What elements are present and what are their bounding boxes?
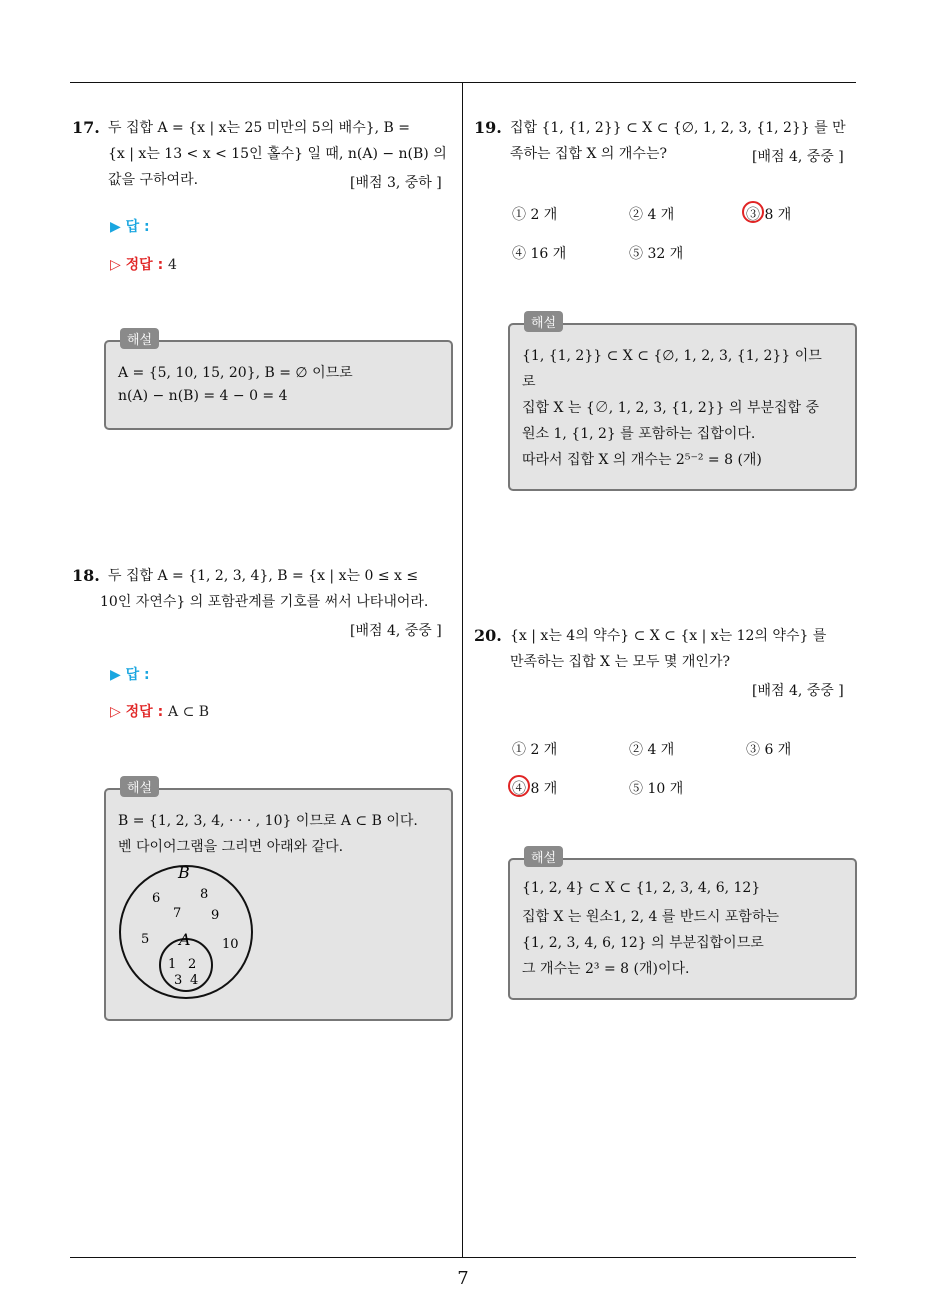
page-number: 7 [457,1268,469,1289]
option-2[interactable]: ② 4 개 [629,207,675,223]
correct-answer-value: A ⊂ B [168,704,210,720]
explanation-line: {1, {1, 2}} ⊂ X ⊂ {∅, 1, 2, 3, {1, 2}} 이므 [522,348,822,364]
explanation-line: 집합 X 는 원소1, 2, 4 를 반드시 포함하는 [522,909,780,925]
question-text-line: 값을 구하여라. [108,172,199,188]
column-divider [462,82,463,1258]
top-rule [70,82,856,83]
score-tag: [배점 4, 중중 ] [350,623,442,639]
question-text-line: {x | x는 4의 약수} ⊂ X ⊂ {x | x는 12의 약수} 를 [510,628,827,644]
option-3[interactable]: ③ 6 개 [746,742,792,758]
answer-label: ▶ 답 : [110,219,150,235]
selected-answer-circle [508,775,530,797]
explanation-box [104,340,453,430]
answer-label: ▶ 답 : [110,667,150,683]
explanation-badge: 해설 [524,846,563,867]
score-tag: [배점 4, 중중 ] [752,149,844,165]
venn-element: 3 [174,973,183,988]
venn-element: 1 [168,957,177,972]
explanation-line: 로 [522,374,536,390]
venn-element: 4 [190,973,199,988]
explanation-line: 원소 1, {1, 2} 를 포함하는 집합이다. [522,426,756,442]
question-number: 20. [474,626,502,645]
question-text-line: 족하는 집합 X 의 개수는? [510,146,667,162]
question-number: 18. [72,566,100,585]
question-number: 19. [474,118,502,137]
venn-element: 9 [211,908,220,923]
venn-element: 5 [141,932,150,947]
explanation-line: B = {1, 2, 3, 4, · · · , 10} 이므로 A ⊂ B 이다. [118,813,418,829]
explanation-line: {1, 2, 3, 4, 6, 12} 의 부분집합이므로 [522,935,764,951]
bottom-rule [70,1257,856,1258]
explanation-line: 그 개수는 2³ = 8 (개)이다. [522,961,690,977]
explanation-box [508,323,857,491]
venn-element: 2 [188,957,197,972]
correct-answer-label: ▷ 정답 : [110,257,164,273]
explanation-line: 벤 다이어그램을 그리면 아래와 같다. [118,839,344,855]
question-text-line: 두 집합 A = {x | x는 25 미만의 5의 배수}, B = [108,120,410,136]
question-text-line: {x | x는 13 < x < 15인 홀수} 일 때, n(A) − n(B) 의 [108,146,447,162]
option-1[interactable]: ① 2 개 [512,742,558,758]
option-2[interactable]: ② 4 개 [629,742,675,758]
venn-element: 7 [173,906,182,921]
option-4[interactable]: ④ 8 개 [512,781,558,797]
venn-outer-label: B [178,863,190,882]
explanation-box [104,788,453,1021]
venn-element: 6 [152,891,161,906]
correct-answer-row [110,254,177,274]
question-number: 17. [72,118,100,137]
explanation-badge: 해설 [120,776,159,797]
venn-diagram [118,860,268,1000]
option-4[interactable]: ④ 16 개 [512,246,567,262]
correct-answer-value: 4 [168,257,177,273]
explanation-line: 따라서 집합 X 의 개수는 2⁵⁻² = 8 (개) [522,452,762,468]
correct-answer-row [110,701,209,721]
explanation-line: 집합 X 는 {∅, 1, 2, 3, {1, 2}} 의 부분집합 중 [522,400,820,416]
question-text-line: 집합 {1, {1, 2}} ⊂ X ⊂ {∅, 1, 2, 3, {1, 2}} 를 만 [510,120,846,136]
option-5[interactable]: ⑤ 10 개 [629,781,684,797]
explanation-line: {1, 2, 4} ⊂ X ⊂ {1, 2, 3, 4, 6, 12} [522,880,761,896]
selected-answer-circle [742,201,764,223]
explanation-line: n(A) − n(B) = 4 − 0 = 4 [118,388,288,404]
question-text-line: 10인 자연수} 의 포함관계를 기호를 써서 나타내어라. [100,594,429,610]
score-tag: [배점 4, 중중 ] [752,683,844,699]
option-1[interactable]: ① 2 개 [512,207,558,223]
option-3[interactable]: ③ 8 개 [746,207,792,223]
question-text-line: 두 집합 A = {1, 2, 3, 4}, B = {x | x는 0 ≤ x ≤ [108,568,419,584]
option-5[interactable]: ⑤ 32 개 [629,246,684,262]
explanation-box [508,858,857,1000]
correct-answer-label: ▷ 정답 : [110,704,164,720]
score-tag: [배점 3, 중하 ] [350,175,442,191]
explanation-line: A = {5, 10, 15, 20}, B = ∅ 이므로 [118,365,353,381]
venn-element: 8 [200,887,209,902]
explanation-badge: 해설 [120,328,159,349]
venn-inner-label: A [179,930,191,949]
venn-element: 10 [222,937,239,952]
explanation-badge: 해설 [524,311,563,332]
question-text-line: 만족하는 집합 X 는 모두 몇 개인가? [510,654,730,670]
